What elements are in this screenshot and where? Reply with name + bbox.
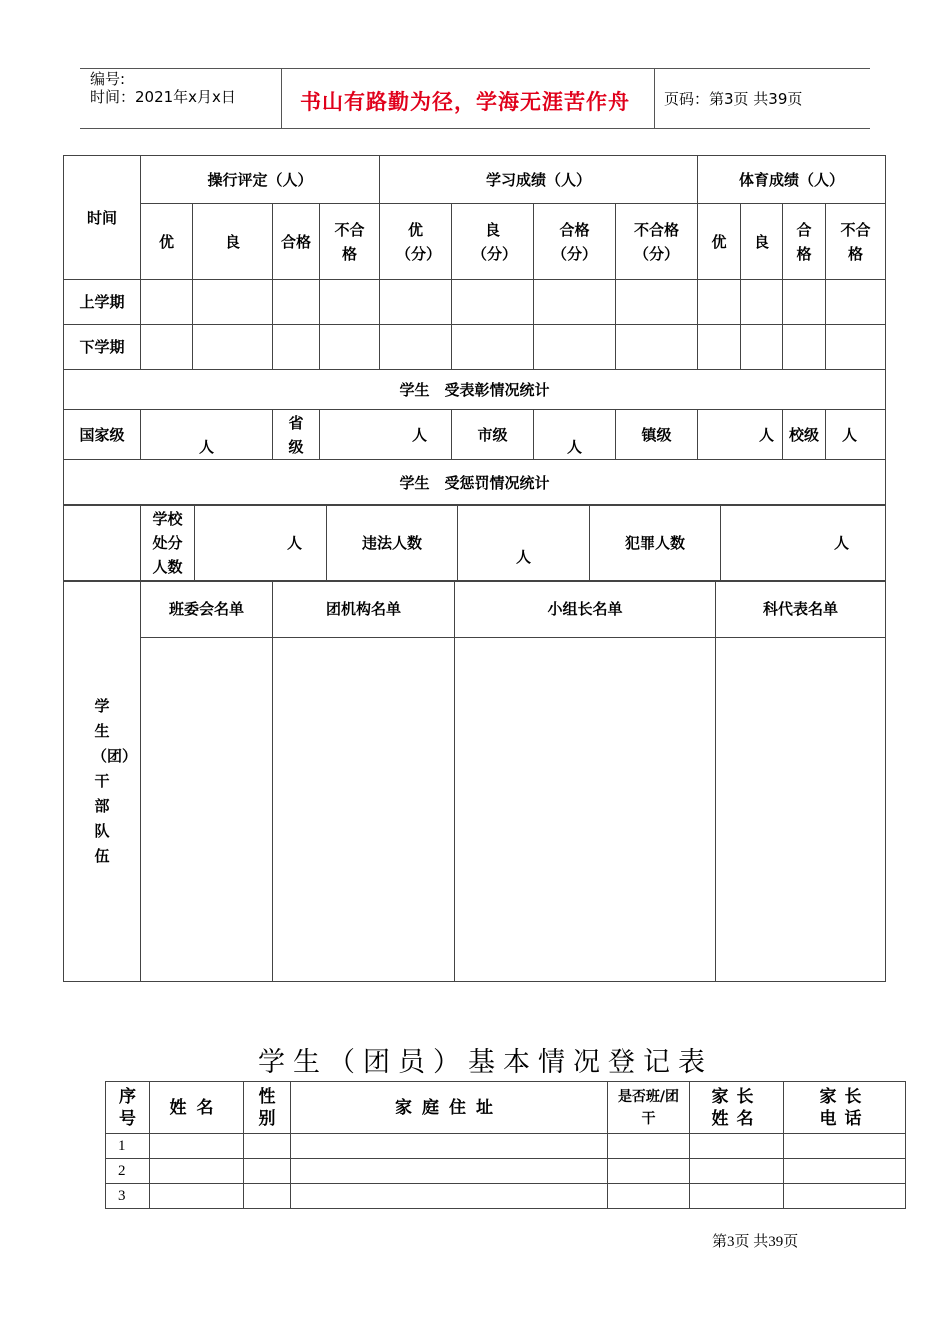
header-divider	[654, 68, 655, 128]
input-cell[interactable]	[273, 638, 455, 982]
unit-label: 人	[515, 548, 531, 566]
study-col-fail: 不合格（分）	[616, 204, 698, 280]
time-header: 时间	[64, 156, 141, 280]
input-cell[interactable]	[452, 280, 534, 325]
pe-group-header: 体育成绩（人）	[698, 156, 886, 204]
unit-label: 人	[412, 425, 428, 444]
input-cell[interactable]	[716, 638, 886, 982]
input-cell[interactable]	[141, 325, 193, 370]
doc-number-label: 编号:	[90, 70, 126, 88]
input-cell[interactable]	[273, 325, 320, 370]
unit-label: 人	[567, 438, 583, 456]
reg-row-index: 1	[106, 1134, 150, 1159]
input-cell[interactable]	[741, 280, 783, 325]
input-cell[interactable]	[320, 280, 380, 325]
award-town-count[interactable]	[698, 410, 783, 460]
input-cell[interactable]	[784, 1159, 906, 1184]
input-cell[interactable]	[608, 1134, 690, 1159]
input-cell[interactable]	[616, 325, 698, 370]
reg-col-cadre: 是否班/团干	[608, 1082, 690, 1134]
reg-col-name: 姓名	[150, 1082, 244, 1134]
input-cell[interactable]	[193, 325, 273, 370]
cadre-side-label	[64, 581, 141, 982]
input-cell[interactable]	[141, 280, 193, 325]
award-city-label: 市级	[452, 410, 534, 460]
input-cell[interactable]	[826, 325, 886, 370]
reg-row-index: 3	[106, 1184, 150, 1209]
award-city-count[interactable]	[534, 410, 616, 460]
input-cell[interactable]	[783, 325, 826, 370]
input-cell[interactable]	[193, 280, 273, 325]
illegal-count[interactable]	[458, 505, 590, 582]
input-cell[interactable]	[452, 325, 534, 370]
input-cell[interactable]	[690, 1159, 784, 1184]
input-cell[interactable]	[380, 280, 452, 325]
input-cell[interactable]	[244, 1159, 291, 1184]
doc-time-label: 时间：2021年x月x日	[90, 88, 236, 106]
awards-title: 学生 受表彰情况统计	[64, 370, 886, 410]
unit-label: 人	[286, 534, 302, 552]
input-cell[interactable]	[783, 280, 826, 325]
reg-row-index: 2	[106, 1159, 150, 1184]
input-cell[interactable]	[534, 280, 616, 325]
input-cell[interactable]	[291, 1184, 608, 1209]
unit-label: 人	[759, 425, 775, 444]
input-cell[interactable]	[784, 1184, 906, 1209]
input-cell[interactable]	[690, 1184, 784, 1209]
award-town-label: 镇级	[616, 410, 698, 460]
pe-col-excellent: 优	[698, 204, 741, 280]
input-cell[interactable]	[150, 1134, 244, 1159]
pe-col-good: 良	[741, 204, 783, 280]
input-cell[interactable]	[784, 1134, 906, 1159]
pe-col-pass: 合格	[783, 204, 826, 280]
study-group-header: 学习成绩（人）	[380, 156, 698, 204]
reg-col-index: 序号	[106, 1082, 150, 1134]
input-cell[interactable]	[534, 325, 616, 370]
conduct-group-header: 操行评定（人）	[141, 156, 380, 204]
input-cell[interactable]	[320, 325, 380, 370]
reg-col-gender: 性别	[244, 1082, 291, 1134]
input-cell[interactable]	[698, 325, 741, 370]
header-top-rule	[80, 68, 870, 69]
punishment-counts-table	[63, 504, 886, 582]
cadre-col-class-committee: 班委会名单	[141, 581, 273, 638]
conduct-col-good: 良	[193, 204, 273, 280]
cadre-col-group-leader: 小组长名单	[455, 581, 716, 638]
unit-label: 人	[833, 534, 849, 552]
award-national-count[interactable]	[141, 410, 273, 460]
study-col-good: 良（分）	[452, 204, 534, 280]
cadre-col-subject-rep: 科代表名单	[716, 581, 886, 638]
award-school-count[interactable]	[826, 410, 886, 460]
input-cell[interactable]	[608, 1159, 690, 1184]
unit-label: 人	[842, 425, 858, 444]
header-motto: 书山有路勤为径，学海无涯苦作舟	[300, 90, 630, 114]
row-second-term: 下学期	[64, 325, 141, 370]
award-school-label: 校级	[783, 410, 826, 460]
conduct-col-fail: 不合格	[320, 204, 380, 280]
input-cell[interactable]	[291, 1134, 608, 1159]
footer-page-number: 第3页 共39页	[712, 1234, 799, 1250]
study-col-pass: 合格（分）	[534, 204, 616, 280]
unit-label: 人	[198, 438, 214, 456]
input-cell[interactable]	[291, 1159, 608, 1184]
input-cell[interactable]	[244, 1134, 291, 1159]
reg-col-parent-name: 家长姓名	[690, 1082, 784, 1134]
cadre-col-league-org: 团机构名单	[273, 581, 455, 638]
illegal-label: 违法人数	[327, 505, 458, 582]
study-col-excellent: 优（分）	[380, 204, 452, 280]
input-cell[interactable]	[273, 280, 320, 325]
cadre-side-text: 学生（团）干部队伍	[92, 696, 138, 865]
input-cell[interactable]	[690, 1134, 784, 1159]
award-provincial-label: 省级	[273, 410, 320, 460]
criminal-label: 犯罪人数	[590, 505, 721, 582]
pe-col-fail: 不合格	[826, 204, 886, 280]
input-cell[interactable]	[455, 638, 716, 982]
conduct-col-pass: 合格	[273, 204, 320, 280]
school-punished-label: 学校处分人数	[141, 505, 195, 582]
row-first-term: 上学期	[64, 280, 141, 325]
header-bottom-rule	[80, 128, 870, 129]
cadre-list-table	[63, 580, 886, 982]
header-divider	[281, 68, 282, 128]
reg-col-parent-phone: 家长电话	[784, 1082, 906, 1134]
criminal-count[interactable]	[721, 505, 886, 582]
school-punished-count[interactable]	[195, 505, 327, 582]
register-table	[105, 1081, 906, 1209]
register-title: 学生（团员）基本情况登记表	[258, 1047, 713, 1078]
input-cell[interactable]	[698, 280, 741, 325]
conduct-col-excellent: 优	[141, 204, 193, 280]
award-national-label: 国家级	[64, 410, 141, 460]
input-cell[interactable]	[380, 325, 452, 370]
input-cell[interactable]	[150, 1184, 244, 1209]
input-cell[interactable]	[141, 638, 273, 982]
input-cell[interactable]	[244, 1184, 291, 1209]
input-cell[interactable]	[150, 1159, 244, 1184]
input-cell[interactable]	[741, 325, 783, 370]
input-cell[interactable]	[826, 280, 886, 325]
class-statistics-table	[63, 155, 886, 506]
blank-cell	[64, 505, 141, 582]
input-cell[interactable]	[608, 1184, 690, 1209]
input-cell[interactable]	[616, 280, 698, 325]
page-number-label: 页码：第3页 共39页	[664, 90, 803, 108]
award-provincial-count[interactable]	[320, 410, 452, 460]
punishments-title: 学生 受惩罚情况统计	[64, 460, 886, 506]
reg-col-address: 家庭住址	[291, 1082, 608, 1134]
